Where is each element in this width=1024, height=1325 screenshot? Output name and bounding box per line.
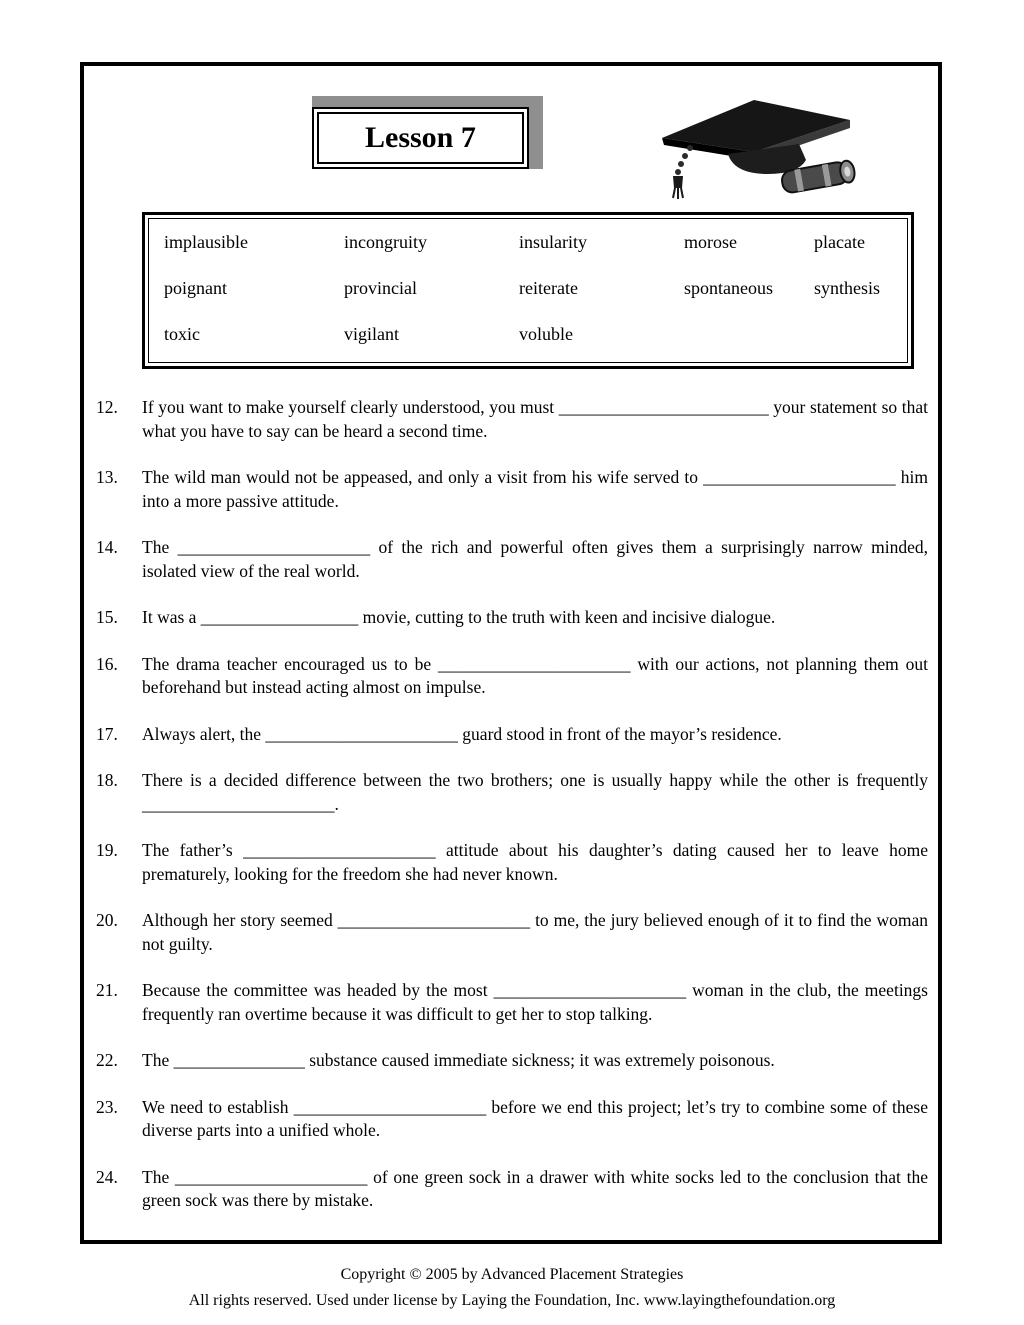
question-text: We need to establish ______________________ before we end this project; let’s try to combine some of these diverse parts into a unified whole. xyxy=(142,1096,928,1140)
question-item xyxy=(96,1049,928,1073)
word-bank xyxy=(142,212,914,369)
footer xyxy=(0,1262,1024,1314)
question-text: Because the committee was headed by the most ______________________ woman in the club, the meetings frequently ran overtime because it was difficult to get her to stop talking. xyxy=(142,980,928,1024)
question-item xyxy=(96,723,928,747)
question-text: If you want to make yourself clearly understood, you must ________________________ your statement so that what you have to say can be heard a second time. xyxy=(142,397,928,441)
document-border xyxy=(80,62,942,1244)
license-line: All rights reserved. Used under license by Laying the Foundation, Inc. www.layingthefoundation.org xyxy=(188,1292,836,1309)
word-bank-word: vigilant xyxy=(344,324,399,344)
lesson-title-inner-border xyxy=(317,112,524,164)
question-item xyxy=(96,1166,928,1213)
question-number: 12. xyxy=(96,397,118,417)
question-list xyxy=(96,396,928,1236)
question-item xyxy=(96,536,928,583)
word-bank-word: insularity xyxy=(519,232,587,252)
word-bank-word: toxic xyxy=(164,324,200,344)
lesson-title: Lesson 7 xyxy=(365,121,476,154)
word-bank-word: voluble xyxy=(519,324,573,344)
word-bank-word: provincial xyxy=(344,278,417,298)
question-number: 19. xyxy=(96,840,118,860)
word-bank-inner-border xyxy=(148,218,908,363)
question-number: 20. xyxy=(96,910,118,930)
question-text: The ______________________ of the rich and powerful often gives them a surprisingly narrow minded, isolated view of the real world. xyxy=(142,537,928,581)
question-item xyxy=(96,979,928,1026)
question-item xyxy=(96,769,928,816)
graduation-cap-icon xyxy=(632,86,868,204)
question-item xyxy=(96,466,928,513)
question-number: 13. xyxy=(96,467,118,487)
question-text: The wild man would not be appeased, and only a visit from his wife served to ______________________ him into a more passive attitude. xyxy=(142,467,928,511)
word-bank-word: reiterate xyxy=(519,278,578,298)
word-bank-word: poignant xyxy=(164,278,227,298)
question-text: It was a __________________ movie, cutting to the truth with keen and incisive dialogue. xyxy=(142,607,776,627)
question-number: 24. xyxy=(96,1166,118,1187)
word-bank-word: morose xyxy=(684,232,737,252)
question-number: 21. xyxy=(96,980,118,1000)
question-number: 23. xyxy=(96,1096,118,1117)
question-number: 17. xyxy=(96,723,118,744)
question-text: The _______________ substance caused immediate sickness; it was extremely poisonous. xyxy=(142,1050,775,1070)
copyright-line: Copyright © 2005 by Advanced Placement Strategies xyxy=(340,1266,684,1283)
question-number: 14. xyxy=(96,537,118,557)
question-text: The drama teacher encouraged us to be ______________________ with our actions, not planning them out beforehand but instead acting almost on impulse. xyxy=(142,653,928,697)
lesson-title-outer-border xyxy=(312,107,529,169)
question-item xyxy=(96,909,928,956)
word-bank-word: incongruity xyxy=(344,232,427,252)
question-text: Although her story seemed ______________________ to me, the jury believed enough of it to find the woman not guilty. xyxy=(142,910,928,954)
question-item xyxy=(96,396,928,443)
word-bank-word: spontaneous xyxy=(684,278,773,298)
question-item xyxy=(96,653,928,700)
question-text: There is a decided difference between the two brothers; one is usually happy while the other is frequently ______________________. xyxy=(142,770,928,814)
question-item xyxy=(96,839,928,886)
question-text: The father’s ______________________ attitude about his daughter’s dating caused her to leave home prematurely, looking for the freedom she had never known. xyxy=(142,840,928,884)
question-text: The ______________________ of one green sock in a drawer with white socks led to the conclusion that the green sock was there by mistake. xyxy=(142,1166,928,1210)
word-bank-word: synthesis xyxy=(814,278,881,298)
word-bank-grid xyxy=(164,232,897,345)
question-item xyxy=(96,606,928,630)
word-bank-word: implausible xyxy=(164,232,248,252)
lesson-title-box xyxy=(312,96,543,169)
question-number: 18. xyxy=(96,770,118,790)
word-bank-word: placate xyxy=(814,232,865,252)
question-number: 16. xyxy=(96,653,118,674)
question-number: 15. xyxy=(96,607,118,627)
question-number: 22. xyxy=(96,1050,118,1070)
question-text: Always alert, the ______________________ guard stood in front of the mayor’s residence. xyxy=(142,723,782,744)
question-item xyxy=(96,1096,928,1143)
